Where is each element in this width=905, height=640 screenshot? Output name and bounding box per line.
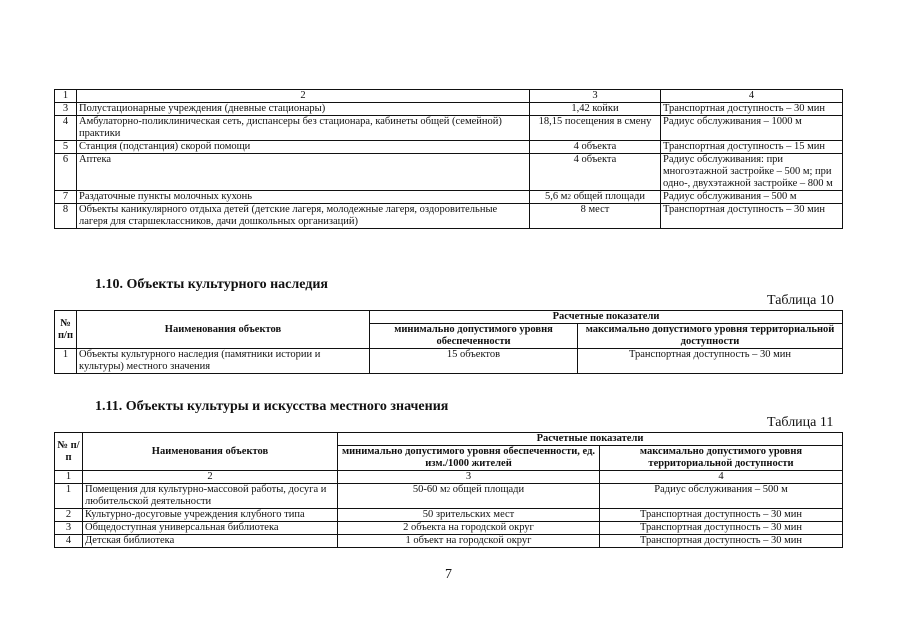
- header-min: минимально допустимого уровня обеспеченности: [370, 324, 578, 349]
- access-value: Транспортная доступность – 30 мин: [600, 509, 843, 522]
- table-row: [55, 191, 843, 204]
- value-text: общей площади: [570, 191, 645, 202]
- access-value: Транспортная доступность – 30 мин: [578, 349, 843, 374]
- min-value: 2 объекта на городской округ: [338, 522, 600, 535]
- access-value: Транспортная доступность – 15 мин: [661, 141, 843, 154]
- header-cell: 3: [338, 471, 600, 484]
- object-name: Полустационарные учреждения (дневные стационары): [77, 103, 530, 116]
- header-name: Наименования объектов: [83, 433, 338, 471]
- table-10: [54, 310, 843, 374]
- access-value: Транспортная доступность – 30 мин: [661, 204, 843, 229]
- header-name: Наименования объектов: [77, 311, 370, 349]
- header-max: максимально допустимого уровня территориальной доступности: [578, 324, 843, 349]
- header-cell: 1: [55, 90, 77, 103]
- table-row: [55, 103, 843, 116]
- min-value: [530, 191, 661, 204]
- access-value: Радиус обслуживания: при многоэтажной застройке – 500 м; при одно-, двухэтажной застройке – 800 м: [661, 154, 843, 191]
- table-row: [55, 141, 843, 154]
- object-name: Помещения для культурно-массовой работы, досуга и любительской деятельности: [83, 484, 338, 509]
- table-label: Таблица 11: [767, 415, 834, 430]
- table-label: Таблица 10: [767, 293, 834, 308]
- header-group: Расчетные показатели: [370, 311, 843, 324]
- header-num: № п/п: [55, 433, 83, 471]
- object-name: Аптека: [77, 154, 530, 191]
- row-number: 1: [55, 349, 77, 374]
- row-number: 6: [55, 154, 77, 191]
- top-table: [54, 89, 843, 229]
- table-number-row: [55, 471, 843, 484]
- value-text: 50-60 м: [412, 484, 447, 495]
- section-heading: 1.11. Объекты культуры и искусства местного значения: [95, 399, 449, 414]
- value-superscript: 2: [446, 486, 451, 494]
- value-superscript: 2: [567, 193, 571, 201]
- object-name: Объекты каникулярного отдыха детей (детские лагеря, молодежные лагеря, оздоровительные лагеря для старшеклассников, дачи дошкольных организаций): [77, 204, 530, 229]
- object-name: Амбулаторно-поликлиническая сеть, диспансеры без стационара, кабинеты общей (семейной) практики: [77, 116, 530, 141]
- access-value: Радиус обслуживания – 500 м: [661, 191, 843, 204]
- object-name: Культурно-досуговые учреждения клубного типа: [83, 509, 338, 522]
- row-number: 5: [55, 141, 77, 154]
- min-value: 1,42 койки: [530, 103, 661, 116]
- min-value: 15 объектов: [370, 349, 578, 374]
- object-name: Детская библиотека: [83, 535, 338, 548]
- header-cell: 1: [55, 471, 83, 484]
- access-value: Транспортная доступность – 30 мин: [600, 522, 843, 535]
- header-num: № п/п: [55, 311, 77, 349]
- header-min: минимально допустимого уровня обеспеченности, ед. изм./1000 жителей: [338, 446, 600, 471]
- table-row: [55, 509, 843, 522]
- row-number: 7: [55, 191, 77, 204]
- table-header-row: [55, 433, 843, 446]
- table-row: [55, 116, 843, 141]
- access-value: Транспортная доступность – 30 мин: [600, 535, 843, 548]
- access-value: Транспортная доступность – 30 мин: [661, 103, 843, 116]
- row-number: 3: [55, 522, 83, 535]
- min-value: [338, 484, 600, 509]
- header-cell: 4: [661, 90, 843, 103]
- table-row: [55, 522, 843, 535]
- row-number: 4: [55, 116, 77, 141]
- value-text: общей площади: [450, 484, 525, 495]
- min-value: 18,15 посещения в смену: [530, 116, 661, 141]
- min-value: 8 мест: [530, 204, 661, 229]
- header-cell: 2: [77, 90, 530, 103]
- table-row: [55, 535, 843, 548]
- row-number: 1: [55, 484, 83, 509]
- header-cell: 2: [83, 471, 338, 484]
- section-heading: 1.10. Объекты культурного наследия: [95, 277, 328, 292]
- min-value: 50 зрительских мест: [338, 509, 600, 522]
- min-value: 1 объект на городской округ: [338, 535, 600, 548]
- row-number: 4: [55, 535, 83, 548]
- header-max: максимально допустимого уровня территориальной доступности: [600, 446, 843, 471]
- value-text: 5,6 м: [545, 191, 568, 202]
- table-row: [55, 349, 843, 374]
- table-row: [55, 154, 843, 191]
- header-cell: 3: [530, 90, 661, 103]
- row-number: 2: [55, 509, 83, 522]
- object-name: Раздаточные пункты молочных кухонь: [77, 191, 530, 204]
- access-value: Радиус обслуживания – 500 м: [600, 484, 843, 509]
- object-name: Объекты культурного наследия (памятники истории и культуры) местного значения: [77, 349, 370, 374]
- access-value: Радиус обслуживания – 1000 м: [661, 116, 843, 141]
- object-name: Общедоступная универсальная библиотека: [83, 522, 338, 535]
- table-row: [55, 484, 843, 509]
- object-name: Станция (подстанция) скорой помощи: [77, 141, 530, 154]
- table-header-row: [55, 311, 843, 324]
- header-cell: 4: [600, 471, 843, 484]
- row-number: 3: [55, 103, 77, 116]
- header-group: Расчетные показатели: [338, 433, 843, 446]
- page-number: 7: [445, 567, 452, 582]
- min-value: 4 объекта: [530, 141, 661, 154]
- min-value: 4 объекта: [530, 154, 661, 191]
- table-11: [54, 432, 843, 548]
- table-header-row: [55, 90, 843, 103]
- table-row: [55, 204, 843, 229]
- row-number: 8: [55, 204, 77, 229]
